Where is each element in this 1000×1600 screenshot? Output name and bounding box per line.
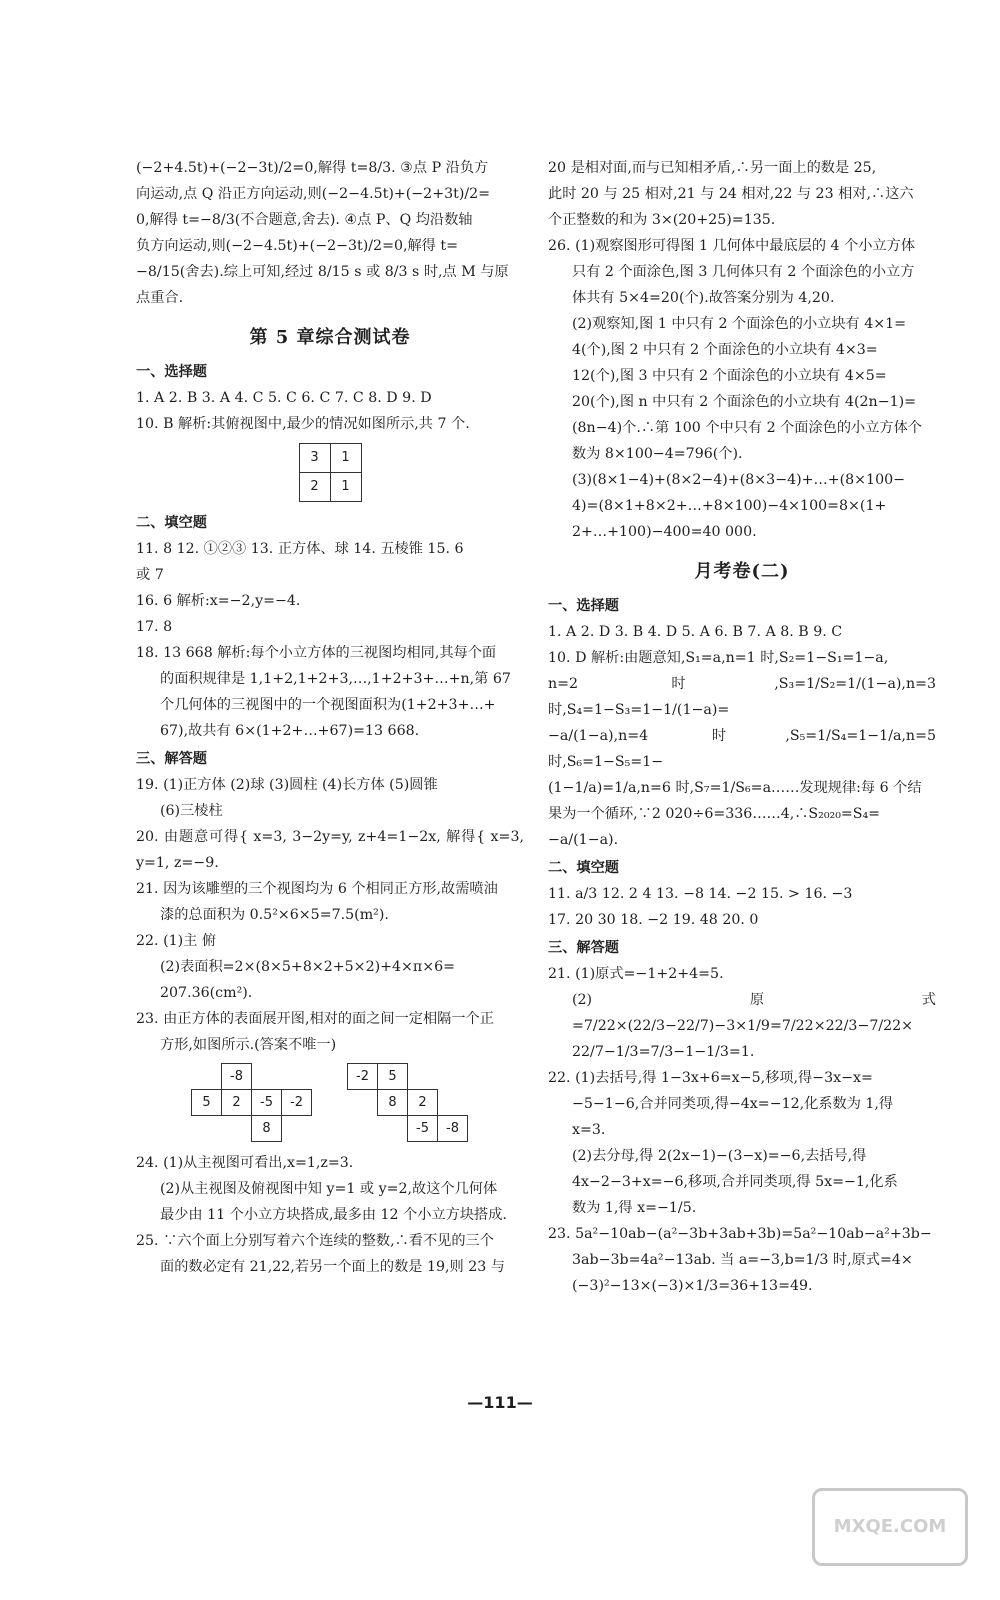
section-heading: 三、解答题 [548,940,619,956]
q18-line: 的面积规律是 1,1+2,1+2+3,…,1+2+3+…+n,第 67 [160,671,511,687]
q22-line: −5−1−6,合并同类项,得−4x=−12,化系数为 1,得 [572,1096,894,1112]
left-column [136,155,524,1280]
net-cell: 2 [407,1089,438,1116]
page-number: —111— [467,1393,533,1412]
net-empty [408,1064,438,1090]
fill-line: 或 7 [136,567,164,583]
q22-line: 207.36(cm²). [160,985,253,1001]
grid-cell: 1 [330,473,361,502]
exam-title: 月考卷(二) [694,561,790,582]
net-cell: -8 [437,1115,468,1142]
section-heading: 三、解答题 [136,751,207,767]
q26-line: (2)观察知,图 1 中只有 2 个面涂色的小立块有 4×1= [572,316,907,332]
q10-line: 10. D 解析:由题意知,S₁=a,n=1 时,S₂=1−S₁=1−a, [548,650,889,666]
watermark-text: MXQE.COM [833,1516,947,1537]
net-empty [378,1116,408,1142]
fill-line: 11. 8 12. ①②③ 13. 正方体、球 14. 五棱锥 15. 6 [136,541,464,557]
right-column [548,155,936,1299]
q22-line: 数为 1,得 x=−1/5. [572,1200,697,1216]
q22-line: 4x−2−3+x=−6,移项,合并同类项,得 5x=−1,化系 [572,1174,898,1190]
q23-line: 方形,如图所示.(答案不唯一) [160,1037,337,1053]
q20-line: 20. 由题意可得{ x=3, 3−2y=y, z+4=1−2x, 解得{ x=3, y=1, z=−9. [136,829,524,871]
fill-line: 17. 8 [136,619,173,635]
q26-line: 4(个),图 2 中只有 2 个面涂色的小立块有 4×3= [572,342,878,358]
q10-line: −a/(1−a). [548,832,619,848]
intro-line: −8/15(舍去).综上可知,经过 8/15 s 或 8/3 s 时,点 M 与原 [136,264,509,280]
watermark-logo [812,1488,968,1566]
cube-nets [192,1064,524,1142]
q25-continued: 个正整数的和为 3×(20+25)=135. [548,212,776,228]
q10-line: n=2 时,S₃=1/S₂=1/(1−a),n=3 时,S₄=1−S₃=1−1/(1−a)= [548,676,936,718]
net-empty [192,1116,222,1142]
q22-line: 22. (1)主 俯 [136,933,217,949]
q19-line: (6)三棱柱 [160,803,223,819]
mc-answers: 1. A 2. B 3. A 4. C 5. C 6. C 7. C 8. D 9. D [136,390,432,406]
intro-line: 0,解得 t=−8/3(不合题意,舍去). ④点 P、Q 均沿数轴 [136,212,473,228]
q10-answer: 10. B 解析:其俯视图中,最少的情况如图所示,共 7 个. [136,416,470,432]
q24-line: (2)从主视图及俯视图中知 y=1 或 y=2,故这个几何体 [160,1181,498,1197]
chapter-title: 第 5 章综合测试卷 [249,327,411,348]
net-empty [282,1064,312,1090]
fill-line: 16. 6 解析:x=−2,y=−4. [136,593,301,609]
net-empty [252,1064,282,1090]
q22-line: (2)表面积=2×(8×5+8×2+5×2)+4×π×6= [160,959,456,975]
intro-line: (−2+4.5t)+(−2−3t)/2=0,解得 t=8/3. ③点 P 沿负方 [136,160,489,176]
net-cell: -2 [281,1089,312,1116]
net-cell: -2 [347,1063,378,1090]
q26-line: 2+…+100)−400=40 000. [572,524,757,540]
q26-line: (3)(8×1−4)+(8×2−4)+(8×3−4)+…+(8×100− [572,472,906,488]
net-empty [282,1116,312,1142]
net-cell: 2 [221,1089,252,1116]
net-cell: -8 [221,1063,252,1090]
mc-answers: 1. A 2. D 3. B 4. D 5. A 6. B 7. A 8. B 9. C [548,624,843,640]
cube-net [348,1064,468,1142]
net-cell: -5 [251,1089,282,1116]
q10-line: (1−1/a)=1/a,n=6 时,S₇=1/S₆=a……发现规律:每 6 个结 [548,780,922,796]
q22-line: 22. (1)去括号,得 1−3x+6=x−5,移项,得−3x−x= [548,1070,873,1086]
q26-line: 数为 8×100−4=796(个). [572,446,743,462]
q26-line: 4)=(8×1+8×2+…+8×100)−4×100=8×(1+ [572,498,887,514]
net-empty [438,1064,468,1090]
q26-line: (8n−4)个.∴第 100 个中只有 2 个面涂色的小立方体个 [572,420,922,436]
q21-line: 21. (1)原式=−1+2+4=5. [548,966,724,982]
section-heading: 二、填空题 [548,860,619,876]
q18-line: 18. 13 668 解析:每个小立方体的三视图均相同,其每个面 [136,645,497,661]
q21-line: 漆的总面积为 0.5²×6×5=7.5(m²). [160,907,389,923]
net-empty [348,1090,378,1116]
q10-line: −a/(1−a),n=4 时,S₅=1/S₄=1−1/a,n=5 时,S₆=1−S₅=1− [548,728,936,770]
grid-cell: 2 [299,473,330,502]
q24-line: 最少由 11 个小立方块搭成,最多由 12 个小立方块搭成. [160,1207,507,1223]
q26-line: 体共有 5×4=20(个).故答案分别为 4,20. [572,290,835,306]
q25-line: 25. ∵六个面上分别写着六个连续的整数,∴看不见的三个 [136,1233,494,1249]
q23-line: 23. 5a²−10ab−(a²−3b+3ab+3b)=5a²−10ab−a²+3b− [548,1226,932,1242]
intro-line: 负方向运动,则(−2−4.5t)+(−2−3t)/2=0,解得 t= [136,238,458,254]
q26-line: 20(个),图 n 中只有 2 个面涂色的小立块有 4(2n−1)= [572,394,917,410]
q26-line: 12(个),图 3 中只有 2 个面涂色的小立块有 4×5= [572,368,887,384]
q25-continued: 此时 20 与 25 相对,21 与 24 相对,22 与 23 相对,∴这六 [548,186,914,202]
net-empty [348,1116,378,1142]
q23-line: 23. 由正方体的表面展开图,相对的面之间一定相隔一个正 [136,1011,494,1027]
q23-line: 3ab−3b=4a²−13ab. 当 a=−3,b=1/3 时,原式=4× [572,1252,913,1268]
grid-cell: 1 [330,444,361,473]
q18-line: 67),故共有 6×(1+2+…+67)=13 668. [160,723,420,739]
q10-line: 果为一个循环,∵2 020÷6=336……4,∴S₂₀₂₀=S₄= [548,806,881,822]
net-cell: 5 [191,1089,222,1116]
section-heading: 一、选择题 [548,598,619,614]
net-cell: 8 [377,1089,408,1116]
grid-cell: 3 [299,444,330,473]
q24-line: 24. (1)从主视图可看出,x=1,z=3. [136,1155,354,1171]
q25-line: 面的数必定有 21,22,若另一个面上的数是 19,则 23 与 [160,1259,505,1275]
q21-line: (2)原式=7/22×(22/3−22/7)−3×1/9=7/22×22/3−7/22× [572,992,936,1034]
q25-continued: 20 是相对面,而与已知相矛盾,∴另一面上的数是 25, [548,160,877,176]
q19-line: 19. (1)正方体 (2)球 (3)圆柱 (4)长方体 (5)圆锥 [136,777,438,793]
fill-line: 11. a/3 12. 2 4 13. −8 14. −2 15. > 16. −3 [548,886,853,902]
q18-line: 个几何体的三视图中的一个视图面积为(1+2+3+…+ [160,697,496,713]
q22-line: (2)去分母,得 2(2x−1)−(3−x)=−6,去括号,得 [572,1148,867,1164]
net-empty [192,1064,222,1090]
section-heading: 二、填空题 [136,515,207,531]
net-cell: 8 [251,1115,282,1142]
fill-line: 17. 20 30 18. −2 19. 48 20. 0 [548,912,759,928]
q21-line: 22/7−1/3=7/3−1−1/3=1. [572,1044,755,1060]
section-heading: 一、选择题 [136,364,207,380]
cube-net [192,1064,312,1142]
q22-line: x=3. [572,1122,606,1138]
top-view-grid [299,443,362,502]
net-cell: -5 [407,1115,438,1142]
net-cell: 5 [377,1063,408,1090]
q23-line: (−3)²−13×(−3)×1/3=36+13=49. [572,1278,813,1294]
q26-line: 只有 2 个面涂色,图 3 几何体只有 2 个面涂色的小立方 [572,264,915,280]
intro-line: 点重合. [136,290,184,306]
net-empty [438,1090,468,1116]
intro-line: 向运动,点 Q 沿正方向运动,则(−2−4.5t)+(−2+3t)/2= [136,186,491,202]
q26-line: 26. (1)观察图形可得图 1 几何体中最底层的 4 个小立方体 [548,238,916,254]
q21-line: 21. 因为该雕塑的三个视图均为 6 个相同正方形,故需喷油 [136,881,498,897]
net-empty [222,1116,252,1142]
